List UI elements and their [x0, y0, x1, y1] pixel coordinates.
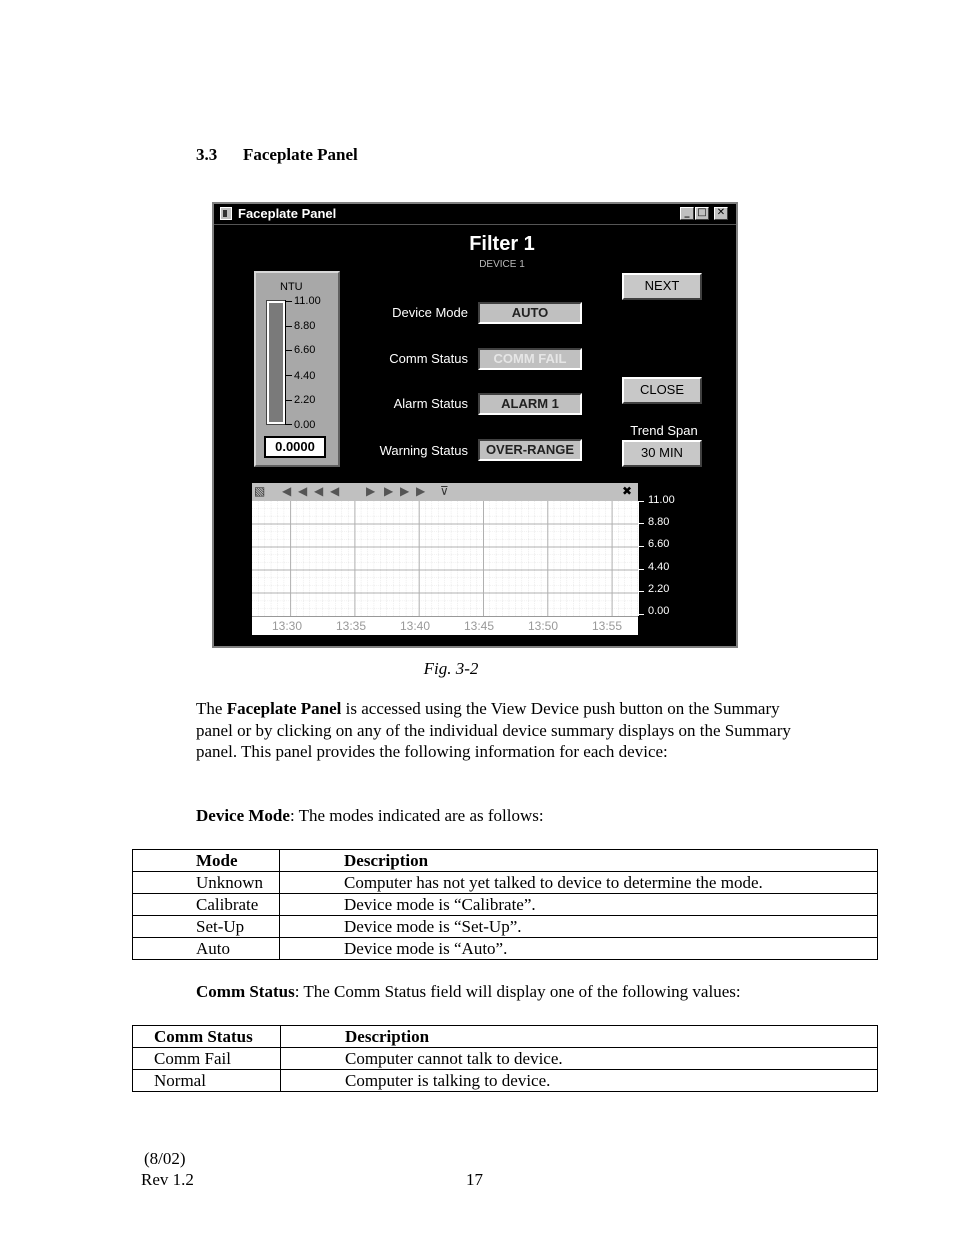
device-mode-intro-text: : The modes indicated are as follows: — [289, 806, 544, 825]
paragraph-text: The — [196, 699, 227, 718]
close-button[interactable]: CLOSE — [622, 377, 702, 404]
footer-revision: Rev 1.2 — [141, 1170, 194, 1189]
section-heading — [196, 145, 358, 165]
table-row — [133, 872, 878, 894]
gauge-bar — [266, 300, 286, 425]
alarm-status-label: Alarm Status — [393, 396, 468, 411]
minimize-button[interactable]: _ — [680, 207, 694, 220]
app-icon — [220, 207, 232, 220]
pin-icon[interactable]: ✖ — [622, 484, 633, 498]
device-label: DEVICE 1 — [479, 259, 525, 270]
y-tick — [638, 569, 644, 570]
close-window-button[interactable]: ✕ — [714, 207, 728, 220]
table-header-row — [133, 1026, 878, 1048]
y-tick — [638, 501, 644, 502]
table-cell: Computer has not yet talked to device to determine the mode. — [280, 872, 878, 894]
y-tick-label: 4.40 — [648, 561, 670, 573]
x-tick-label: 13:35 — [336, 619, 367, 633]
next-button[interactable]: NEXT — [622, 273, 702, 300]
trend-x-axis — [252, 616, 638, 635]
section-number: 3.3 — [196, 145, 218, 164]
y-tick — [638, 614, 644, 615]
y-tick — [638, 546, 644, 547]
header-cell: Description — [280, 850, 878, 872]
x-tick-label: 13:40 — [400, 619, 431, 633]
warning-status-field: OVER-RANGE — [478, 439, 582, 461]
table-cell: Comm Fail — [133, 1048, 281, 1070]
figure-caption — [0, 659, 954, 679]
caption-text: Fig. 3-2 — [423, 659, 479, 678]
warning-status-label: Warning Status — [379, 443, 468, 458]
table-cell: Auto — [133, 938, 280, 960]
x-tick-label: 13:55 — [592, 619, 623, 633]
trend-span-button[interactable]: 30 MIN — [622, 440, 702, 467]
comm-status-intro-text: : The Comm Status field will display one of the following values: — [294, 982, 741, 1001]
trend-span-label: Trend Span — [630, 423, 698, 438]
gauge-tick-label: 0.00 — [294, 419, 316, 431]
faceplate-window — [212, 202, 738, 648]
paragraph-text: is accessed using the View Device push button on the Summary panel or by clicking on any of the individual device summary displays on the Summary panel. This panel provides the following information for each device: — [196, 699, 791, 761]
gauge-tick — [286, 424, 292, 425]
table-row — [133, 916, 878, 938]
gauge-tick-label: 8.80 — [294, 320, 316, 332]
trend-grid — [252, 501, 638, 616]
table-row — [133, 894, 878, 916]
table-cell: Unknown — [133, 872, 280, 894]
y-tick — [638, 523, 644, 524]
trend-y-axis — [638, 501, 639, 616]
table-cell: Calibrate — [133, 894, 280, 916]
table-cell: Device mode is “Calibrate”. — [280, 894, 878, 916]
trend-toolbar — [252, 483, 638, 502]
table-row — [133, 1070, 878, 1092]
forward-icon[interactable]: ▶ — [400, 484, 410, 498]
y-tick — [638, 591, 644, 592]
step-forward-icon[interactable]: ▶ — [366, 484, 376, 498]
gauge-tick-label: 6.60 — [294, 344, 316, 356]
comm-status-field: COMM FAIL — [478, 348, 582, 370]
device-mode-field: AUTO — [478, 302, 582, 324]
gauge-value: 0.0000 — [264, 436, 326, 458]
forward-fast-icon[interactable]: ▶ — [416, 484, 426, 498]
chart-icon[interactable]: ▧ — [254, 484, 266, 498]
device-mode-term: Device Mode — [196, 806, 290, 825]
window-titlebar[interactable] — [214, 204, 736, 225]
gauge-tick-label: 4.40 — [294, 370, 316, 382]
y-tick-label: 0.00 — [648, 605, 670, 617]
device-mode-intro — [196, 806, 544, 826]
comm-status-table — [132, 1025, 878, 1092]
page-number: 17 — [466, 1170, 483, 1189]
rewind-icon[interactable]: ◀ — [298, 484, 308, 498]
gauge-tick-label: 11.00 — [294, 295, 321, 307]
table-cell: Computer cannot talk to device. — [281, 1048, 878, 1070]
header-cell: Description — [281, 1026, 878, 1048]
gauge-axis — [285, 300, 286, 425]
table-cell: Device mode is “Set-Up”. — [280, 916, 878, 938]
y-tick-label: 11.00 — [648, 494, 675, 506]
table-cell: Device mode is “Auto”. — [280, 938, 878, 960]
y-tick-label: 8.80 — [648, 516, 670, 528]
y-tick-label: 6.60 — [648, 538, 670, 550]
footer-date: (8/02) — [144, 1149, 186, 1168]
table-cell: Normal — [133, 1070, 281, 1092]
x-tick-label: 13:30 — [272, 619, 303, 633]
comm-status-label: Comm Status — [389, 351, 468, 366]
gauge-tick — [286, 400, 292, 401]
intro-paragraph — [196, 698, 816, 763]
gauge-tick-label: 2.20 — [294, 394, 316, 406]
device-mode-label: Device Mode — [392, 305, 468, 320]
cursor-icon[interactable]: ⊽ — [440, 484, 449, 498]
filter-title: Filter 1 — [469, 233, 535, 255]
paragraph-bold-term: Faceplate Panel — [226, 699, 342, 718]
y-tick-label: 2.20 — [648, 583, 670, 595]
table-cell: Computer is talking to device. — [281, 1070, 878, 1092]
gauge-bar-fill — [269, 303, 283, 422]
comm-status-intro — [196, 982, 741, 1002]
step-back-icon[interactable]: ◀ — [330, 484, 340, 498]
table-cell: Set-Up — [133, 916, 280, 938]
header-cell: Mode — [133, 850, 280, 872]
window-title: Faceplate Panel — [238, 206, 337, 221]
section-title: Faceplate Panel — [243, 145, 358, 164]
gauge-unit: NTU — [280, 281, 303, 293]
gauge-tick — [286, 326, 292, 327]
gauge-tick — [286, 375, 292, 376]
rewind-icon[interactable]: ◀ — [314, 484, 324, 498]
header-cell: Comm Status — [133, 1026, 281, 1048]
gauge-tick — [286, 350, 292, 351]
table-row — [133, 1048, 878, 1070]
gauge-tick — [286, 301, 292, 302]
mode-table — [132, 849, 878, 960]
forward-icon[interactable]: ▶ — [384, 484, 394, 498]
x-tick-label: 13:45 — [464, 619, 495, 633]
rewind-fast-icon[interactable]: ◀ — [282, 484, 292, 498]
alarm-status-field: ALARM 1 — [478, 393, 582, 415]
table-row — [133, 938, 878, 960]
x-tick-label: 13:50 — [528, 619, 559, 633]
table-header-row — [133, 850, 878, 872]
comm-status-term: Comm Status — [196, 982, 295, 1001]
maximize-button[interactable]: □ — [695, 207, 709, 220]
